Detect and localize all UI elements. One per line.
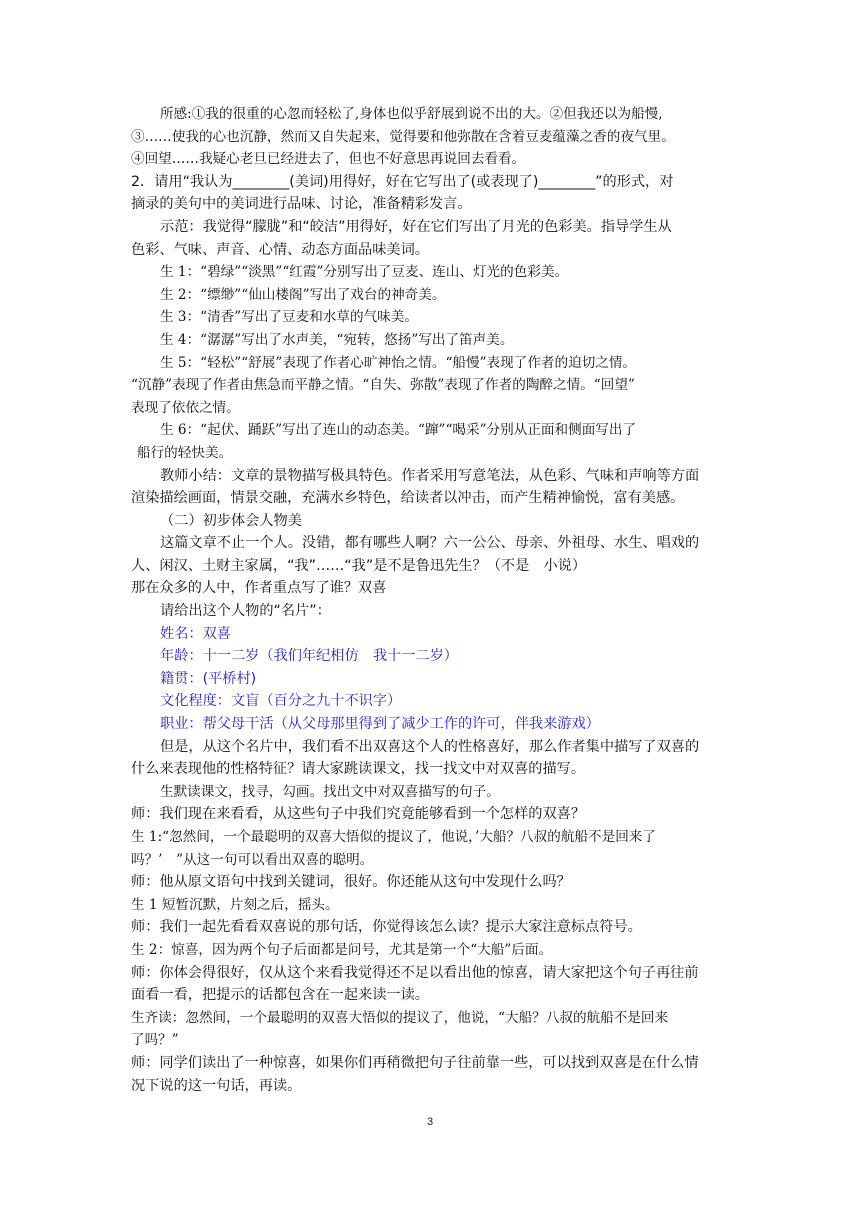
text-line: 生 1 短暂沉默，片刻之后，摇头。: [131, 896, 339, 913]
text-line: 生 2：“缥缈”“仙山楼阁”写出了戏台的神奇美。: [160, 286, 446, 303]
text-line: “沉静”表现了作者由焦急而平静之情。“自失、弥散”表现了作者的陶醉之情。“回望”: [131, 377, 635, 394]
text-line: 生默读课文，找寻，勾画。找出文中对双喜描写的句子。: [160, 783, 500, 800]
text-line: 教师小结：文章的景物描写极具特色。作者采用写意笔法，从色彩、气味和声响等方面: [160, 467, 700, 484]
text-line: 2．请用“我认为________(美词)用得好，好在它写出了(或表现了)________”的形式，对: [131, 173, 674, 190]
text-line: 生 4：“潺潺”写出了水声美，“宛转，悠扬”写出了笛声美。: [160, 331, 514, 348]
text-line: 什么来表现他的性格特征？请大家跳读课文，找一找文中对双喜的描写。: [131, 761, 586, 778]
text-line: 但是，从这个名片中，我们看不出双喜这个人的性格喜好，那么作者集中描写了双喜的: [160, 738, 700, 755]
text-line: 生 3：“清香”写出了豆麦和水草的气味美。: [160, 309, 418, 326]
text-line: 师：我们现在来看看，从这些句子中我们究竟能够看到一个怎样的双喜？: [131, 806, 586, 823]
text-line: ③……使我的心也沉静，然而又自失起来，觉得要和他弥散在含着豆麦蕴藻之香的夜气里。: [131, 128, 675, 145]
text-line: 生 1:“忽然间，一个最聪明的双喜大悟似的提议了，他说，’大船？八叔的航船不是回来了: [131, 829, 656, 845]
text-line: 那在众多的人中，作者重点写了谁？双喜: [131, 580, 387, 597]
text-line: 色彩、气味、声音、心情、动态方面品味美词。: [131, 241, 429, 258]
name-card-name: 姓名：双喜: [160, 625, 231, 642]
text-line: 所感:①我的很重的心忽而轻松了,身体也似乎舒展到说不出的大。②但我还以为船慢,: [160, 106, 663, 122]
name-card-occupation: 职业：帮父母干活（从父母那里得到了减少工作的许可，伴我来游戏）: [160, 716, 600, 733]
text-line: 况下说的这一句话，再读。: [131, 1077, 302, 1094]
text-line: 船行的轻快美。: [137, 444, 233, 461]
text-line: 这篇文章不止一个人。没错，都有哪些人啊？六一公公、母亲、外祖母、水生、唱戏的: [160, 535, 700, 552]
text-line: 人、闲汉、土财主家属，“我”……“我”是不是鲁迅先生？（不是 小说）: [131, 557, 587, 574]
text-line: 表现了依依之情。: [131, 399, 240, 416]
text-line: 师：他从原文语句中找到关键词，很好。你还能从这句中发现什么吗？: [131, 874, 571, 891]
text-line: 生齐读：忽然间，一个最聪明的双喜大悟似的提议了，他说，“大船？八叔的航船不是回来: [131, 1009, 669, 1026]
text-line: 生 2：惊喜，因为两个句子后面都是问号，尤其是第一个“大船”后面。: [131, 941, 553, 958]
text-line: 生 1：“碧绿”“淡黑”“红霞”分别写出了豆麦、连山、灯光的色彩美。: [160, 264, 569, 281]
text-line: 示范：我觉得“朦胧”和“皎洁”用得好，好在它们写出了月光的色彩美。指导学生从: [160, 218, 672, 235]
text-line: 师：我们一起先看看双喜说的那句话，你觉得该怎么读？提示大家注意标点符号。: [131, 919, 642, 936]
section-heading: （二）初步体会人物美: [160, 512, 302, 529]
name-card-age: 年龄：十一二岁（我们年纪相仿 我十一二岁）: [160, 648, 458, 665]
page-number: 3: [426, 1116, 434, 1128]
text-line: 生 6：“起伏、踊跃”写出了连山的动态美。“蹿”“喝采”分别从正面和侧面写出了: [160, 422, 637, 439]
text-line: 了吗？”: [131, 1032, 179, 1049]
text-line: 渲染描绘画面，情景交融，充满水乡特色，给读者以冲击，而产生精神愉悦，富有美感。: [131, 490, 685, 507]
document-body: [131, 103, 731, 1097]
text-line: 面看一看，把提示的话都包含在一起来读一读。: [131, 987, 429, 1004]
name-card-education: 文化程度：文盲（百分之九十不识字）: [160, 693, 402, 710]
text-line: 师：同学们读出了一种惊喜，如果你们再稍微把句子往前靠一些，可以找到双喜是在什么情: [131, 1054, 699, 1071]
text-line: 师：你体会得很好，仅从这个来看我觉得还不足以看出他的惊喜，请大家把这个句子再往前: [131, 964, 699, 981]
text-line: 请给出这个人物的“名片”：: [160, 603, 331, 620]
text-line: 生 5：“轻松”“舒展”表现了作者心旷神怡之情。“船慢”表现了作者的迫切之情。: [160, 354, 637, 371]
name-card-hometown: 籍贯：(平桥村): [160, 670, 257, 687]
text-line: 吗？’ ”从这一句可以看出双喜的聪明。: [131, 851, 374, 868]
text-line: ④回望……我疑心老旦已经进去了，但也不好意思再说回去看看。: [131, 151, 526, 168]
text-line: 摘录的美句中的美词进行品味、讨论，准备精彩发言。: [131, 196, 472, 213]
